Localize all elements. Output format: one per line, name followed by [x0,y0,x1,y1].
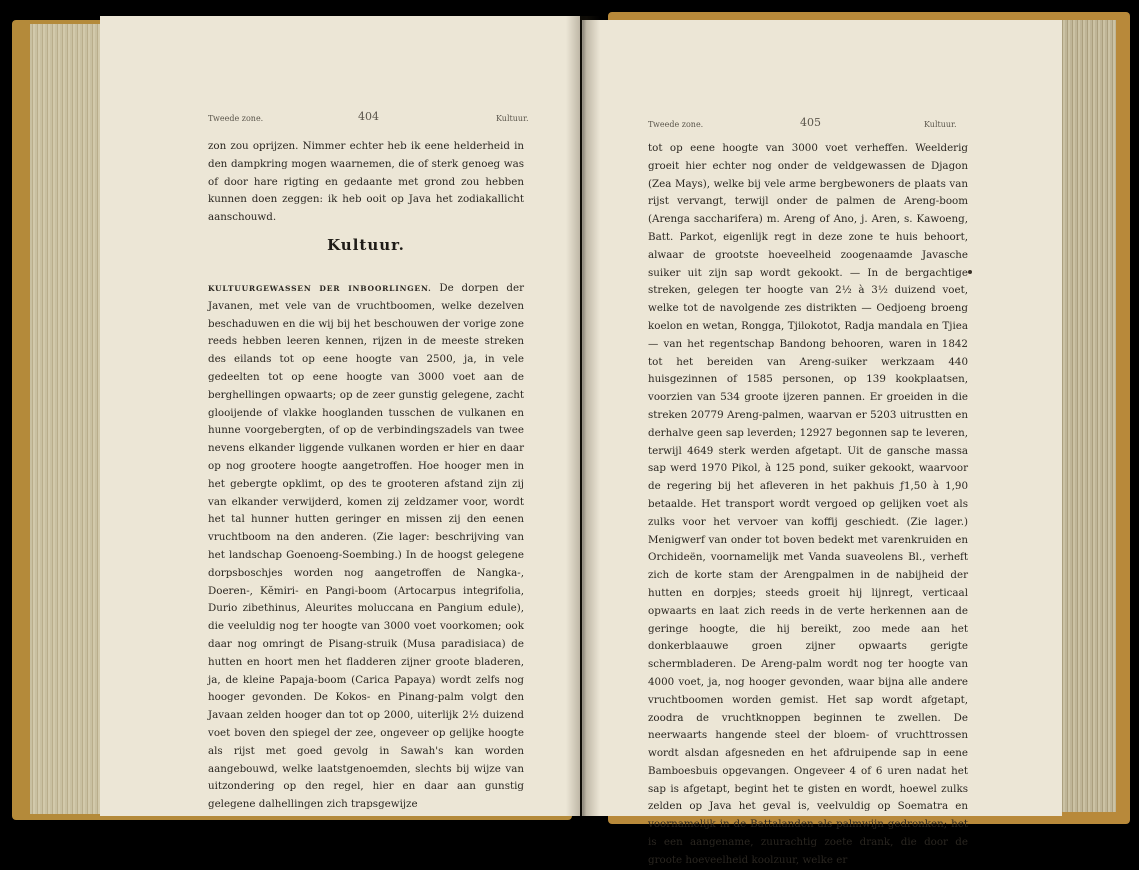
running-head-zone: Tweede zone. [208,114,264,123]
body-paragraph-right: tot op eene hoogte van 3000 voet verheffen. Weelderig groeit hier echter nog onder de veldgewassen de Djagon (Zea Mays), welke bij vele arme bergbewoners de plaats van rijst vervangt, terwijl onder de palmen de Areng-boom (Arenga saccharifera) m. Areng of Ano, j. Aren, s. Kawoeng, Batt. Parkot, eigenlijk regt in deze zone te huis behoort, alwaar de grootste hoeveelheid zoogenaamde Javasche suiker uit zijn sap wordt gekookt. — In de bergachtige streken, gelegen ter hoogte van 2½ à 3½ duizend voet, welke tot de navolgende zes distrikten — Oedjoeng broeng koelon en wetan, Rongga, Tjilokotot, Radja mandala en Tjiea — van het regentschap Bandong behooren, waren in 1842 tot het bereiden van Areng-suiker werkzaam 440 huisgezinnen of 1585 personen, op 139 kookplaatsen, voorzien van 534 groote ijzeren pannen. Er groeiden in die streken 20779 Areng-palmen, waarvan er 5203 uitrustten en derhalve geen sap leverden; 12927 begonnen sap te leveren, terwijl 4649 sterk werden afgetapt. Uit de gansche massa sap werd 1970 Pikol, à 125 pond, suiker gekookt, waarvoor de regering bij het afleveren in het pakhuis ƒ1,50 à 1,90 betaalde. Het transport wordt vergoed op gelijken voet als zulks voor het vervoer van koffij geschiedt. (Zie lager.) Menigwerf van onder tot boven bedekt met varenkruiden en Orchideën, voornamelijk met Vanda suaveolens Bl., verheft zich de korte stam der Arengpalmen in de nabijheid der hutten en dorpjes; steeds groeit hij lijnregt, verticaal opwaarts en laat zich reeds in de verte herkennen aan de geringe hoogte, die hij bereikt, zoo mede aan het donkerblaauwe groen zijner opwaarts gerigte schermbladeren. De Areng-palm wordt nog ter hoogte van 4000 voet, ja, nog hooger gevonden, waar bijna alle andere vruchtboomen worden gemist. Het sap wordt afgetapt, zoodra de vruchtknoppen beginnen te zwellen. De neerwaarts hangende steel der bloem- of vruchttrossen wordt alsdan afgesneden en het afdruipende sap in eene Bamboesbuis opgevangen. Ongeveer 4 of 6 uren nadat het sap is afgetapt, begint het te gisten en wordt, hoewel zulks zelden op Java het geval is, veelvuldig op Soematra en voornamelijk in de Battalanden als palmwijn gedronken; het is een aangename, zuurachtig zoete drank, die door de groote hoeveelheid koolzuur, welke er [648,142,968,866]
intro-paragraph [208,138,524,227]
open-book [8,8,1128,866]
section-title: Kultuur. [327,236,405,254]
body-text-right [648,140,968,870]
running-head-zone: Tweede zone. [648,120,704,129]
running-head-section: Kultuur. [496,114,529,123]
body-text-left [208,280,524,814]
book-gutter [566,16,600,816]
subheading: KULTUURGEWASSEN DER INBOORLINGEN. [208,284,432,293]
page-edges-right [1060,20,1116,812]
running-head-section: Kultuur. [924,120,957,129]
page-edges-left [30,24,102,814]
body-paragraph-left: De dorpen der Javanen, met vele van de vruchtboomen, welke dezelven beschaduwen en die wij bij het beschouwen der vorige zone reeds hebben leeren kennen, rijzen in de meeste streken des eilands tot op eene hoogte van 2500, ja, in vele gedeelten tot op eene hoogte van 3000 voet aan de berghellingen opwaarts; op de zeer gunstig gelegene, zacht glooijende of vlakke hooglanden tusschen de vulkanen en hunne voorgebergten, of op de verbindingszadels van twee nevens elkander liggende vulkanen worden er hier en daar op nog grootere hoogte aangetroffen. Hoe hooger men in het gebergte opklimt, op des te grooteren afstand zijn zij van elkander verwijderd, komen zij zeldzamer voor, wordt het tal hunner hutten geringer en missen zij den eenen vruchtboom na den anderen. (Zie lager: beschrijving van het landschap Goenoeng-Soembing.) In de hoogst gelegene dorpsboschjes worden nog aangetroffen de Nangka-, Doeren-, Kĕmiri- en Pangi-boom (Artocarpus integrifolia, Durio zibethinus, Aleurites moluccana en Pangium edule), die veeluldig nog ter hoogte van 3000 voet voorkomen; ook daar nog omringt de Pisang-struik (Musa paradisiaca) de hutten en hoort men het fladderen zijner groote bladeren, ja, de kleine Papaja-boom (Carica Papaya) wordt zelfs nog hooger gevonden. De Kokos- en Pinang-palm volgt den Javaan zelden hooger dan tot op 2000, uiterlijk 2½ duizend voet boven den spiegel der zee, ongeveer op gelijke hoogte als rijst met goed gevolg in Sawah's kan worden aangebouwd, welke laatstgenoemden, slechts bij wijze van uitzondering op den regel, hier en daar aan gunstig gelegene dalhellingen zich trapsgewijze [208,282,524,811]
page-number: 405 [800,116,821,129]
intro-text: zon zou oprijzen. Nimmer echter heb ik eene helderheid in den dampkring mogen waarnemen, die of sterk genoeg was of door hare rigting en gedaante met grond zou hebben kunnen doen zeggen: ik heb ooit op Java het zodiakallicht aanschouwd. [208,140,524,224]
right-page [582,20,1062,866]
margin-mark [968,270,972,274]
left-page [100,16,580,816]
page-number: 404 [358,110,379,123]
